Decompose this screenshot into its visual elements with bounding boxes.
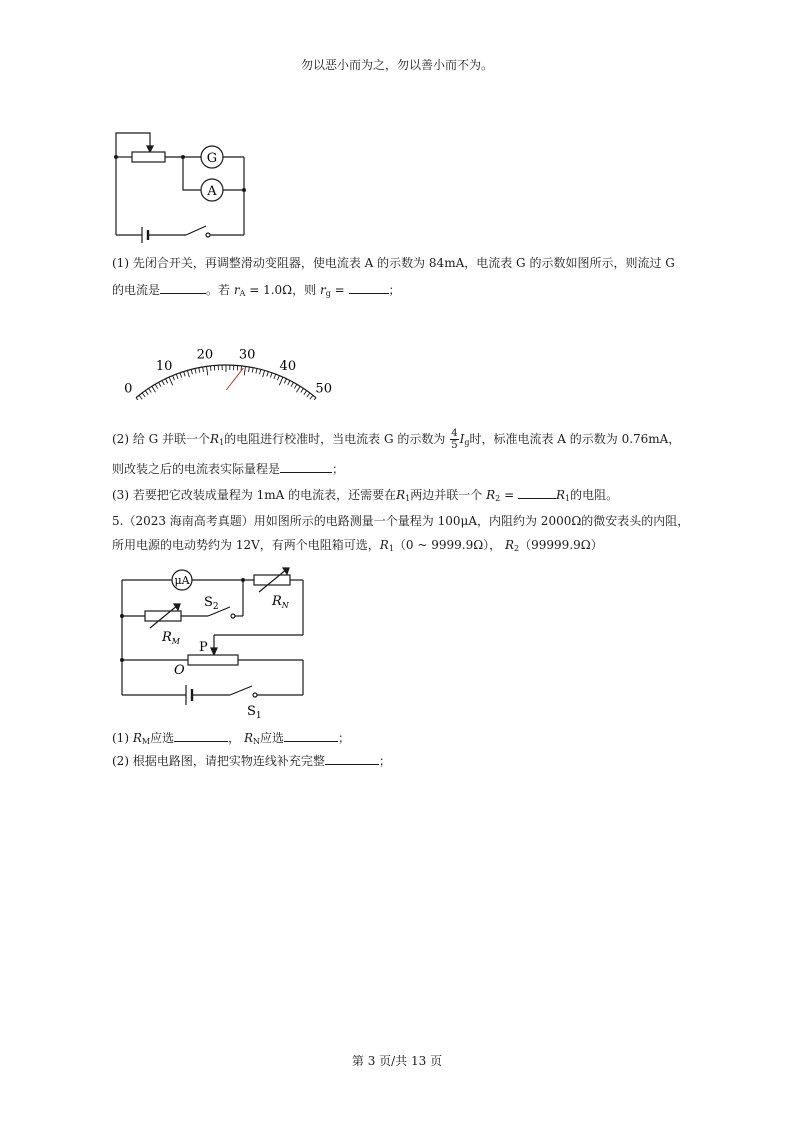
dial-tick xyxy=(301,388,304,392)
dial-tick xyxy=(291,382,293,386)
dial-tick xyxy=(142,393,145,397)
dial-tick xyxy=(252,368,253,373)
dial-tick xyxy=(162,380,164,384)
answer-blank-range[interactable] xyxy=(280,460,332,473)
dial-tick xyxy=(203,367,204,372)
dial-tick xyxy=(277,376,279,381)
dial-tick xyxy=(176,374,178,379)
dial-tick xyxy=(288,380,290,384)
dial-tick xyxy=(155,384,158,388)
dial-tick-label: 20 xyxy=(196,347,214,363)
dial-tick xyxy=(270,373,272,378)
fraction-four-fifths: $\frac{4}{5}$ xyxy=(451,428,458,451)
dial-tick xyxy=(166,379,168,384)
dial-tick xyxy=(159,382,161,386)
dial-tick xyxy=(284,379,286,384)
q4-part2-line2: 则改装之后的电流表实际量程是 ； xyxy=(112,462,345,476)
dial-tick-label: 10 xyxy=(155,359,173,375)
q5-stem-line1: 5.（2023 海南高考真题）用如图所示的电路测量一个量程为 100μA，内阻约为 2000Ω的微安表头的内阻， xyxy=(112,514,690,528)
dial-tick xyxy=(279,377,283,385)
dial-tick xyxy=(260,369,261,374)
answer-blank-rm[interactable] xyxy=(174,729,228,742)
q4-part1-line2: 的电流是 。若 $r_A = 1.0\Omega$，则 $r_g$ = ； xyxy=(112,283,401,298)
dial-tick xyxy=(149,388,152,392)
circuit-diagram-1 xyxy=(108,125,258,245)
dial-tick xyxy=(173,376,175,381)
q5-part1-line: (1) $R_M$应选 ， $R_N$应选 ； xyxy=(112,731,351,746)
dial-tick-label: 40 xyxy=(279,359,297,375)
slider-p-label: P xyxy=(199,640,208,655)
answer-blank-rn[interactable] xyxy=(284,729,338,742)
dial-tick xyxy=(256,368,257,373)
answer-blank-g-current[interactable] xyxy=(160,281,206,294)
dial-tick xyxy=(139,395,142,399)
dial-tick xyxy=(267,372,269,377)
ammeter-label: A xyxy=(207,184,217,199)
dial-tick xyxy=(191,369,192,374)
q5-stem-line2: 所用电源的电动势约为 12V，有两个电阻箱可选，$R_1(0$ ~ 9999.9Ω）， $R_2(99999.9\Omega)$ xyxy=(112,538,603,553)
q4-part2-line1: (2) 给 G 并联一个$R_1$的电阻进行校准时，当电流表 G 的示数为 $\frac{4}{5}$ $I_g$时，标准电流表 A 的示数为 0.76mA， xyxy=(112,428,681,451)
dial-tick xyxy=(310,395,313,399)
page-number: 第 3 页/共 13 页 xyxy=(351,1054,443,1068)
answer-blank-r2[interactable] xyxy=(518,486,556,499)
dial-tick xyxy=(249,367,250,372)
q4-part1-line1: (1) 先闭合开关，再调整滑动变阻器，使电流表 A 的示数为 84mA，电流表 G 的示数如图所示，则流过 G xyxy=(112,256,675,270)
circuit-diagram-2 xyxy=(112,565,312,725)
dial-tick xyxy=(180,373,182,378)
dial-tick xyxy=(187,370,189,377)
answer-blank-wiring[interactable] xyxy=(325,752,379,765)
dial-tick xyxy=(195,368,196,373)
dial-tick-label: 50 xyxy=(315,381,332,397)
microammeter-label: μA xyxy=(174,574,190,587)
dial-tick xyxy=(304,391,307,395)
dial-tick xyxy=(294,384,297,388)
dial-tick xyxy=(152,386,156,392)
dial-tick xyxy=(210,366,211,371)
rm-label: $R_M$ xyxy=(162,630,180,646)
dial-tick xyxy=(184,372,186,377)
dial-tick xyxy=(274,374,276,379)
galvanometer-label: G xyxy=(206,151,218,166)
page-header-motto: 勿以恶小而为之，勿以善小而不为。 xyxy=(300,58,493,72)
q4-part3-line: (3) 若要把它改装成量程为 1mA 的电流表，还需要在$R_1$两边并联一个 $R_2 = R_1$的电阻。 xyxy=(112,488,619,503)
point-o-label: O xyxy=(174,663,185,678)
s2-label: $S_2$ xyxy=(204,595,219,612)
dial-needle xyxy=(226,368,243,390)
dial-tick-label: 0 xyxy=(124,381,133,397)
dial-tick xyxy=(244,366,245,375)
rn-label: $R_N$ xyxy=(272,594,289,610)
dial-tick xyxy=(263,370,265,377)
dial-tick xyxy=(199,368,200,373)
dial-tick xyxy=(169,377,173,385)
q5-part2-line: (2) 根据电路图，请把实物连线补充完整 ； xyxy=(112,754,391,768)
dial-tick xyxy=(307,393,310,397)
dial-tick xyxy=(145,391,148,395)
dial-tick xyxy=(207,366,208,375)
answer-blank-rg[interactable] xyxy=(349,281,389,294)
s1-label: $S_1$ xyxy=(247,704,262,721)
galvanometer-dial xyxy=(106,300,346,400)
dial-tick-label: 30 xyxy=(238,347,256,363)
dial-tick xyxy=(296,386,300,392)
